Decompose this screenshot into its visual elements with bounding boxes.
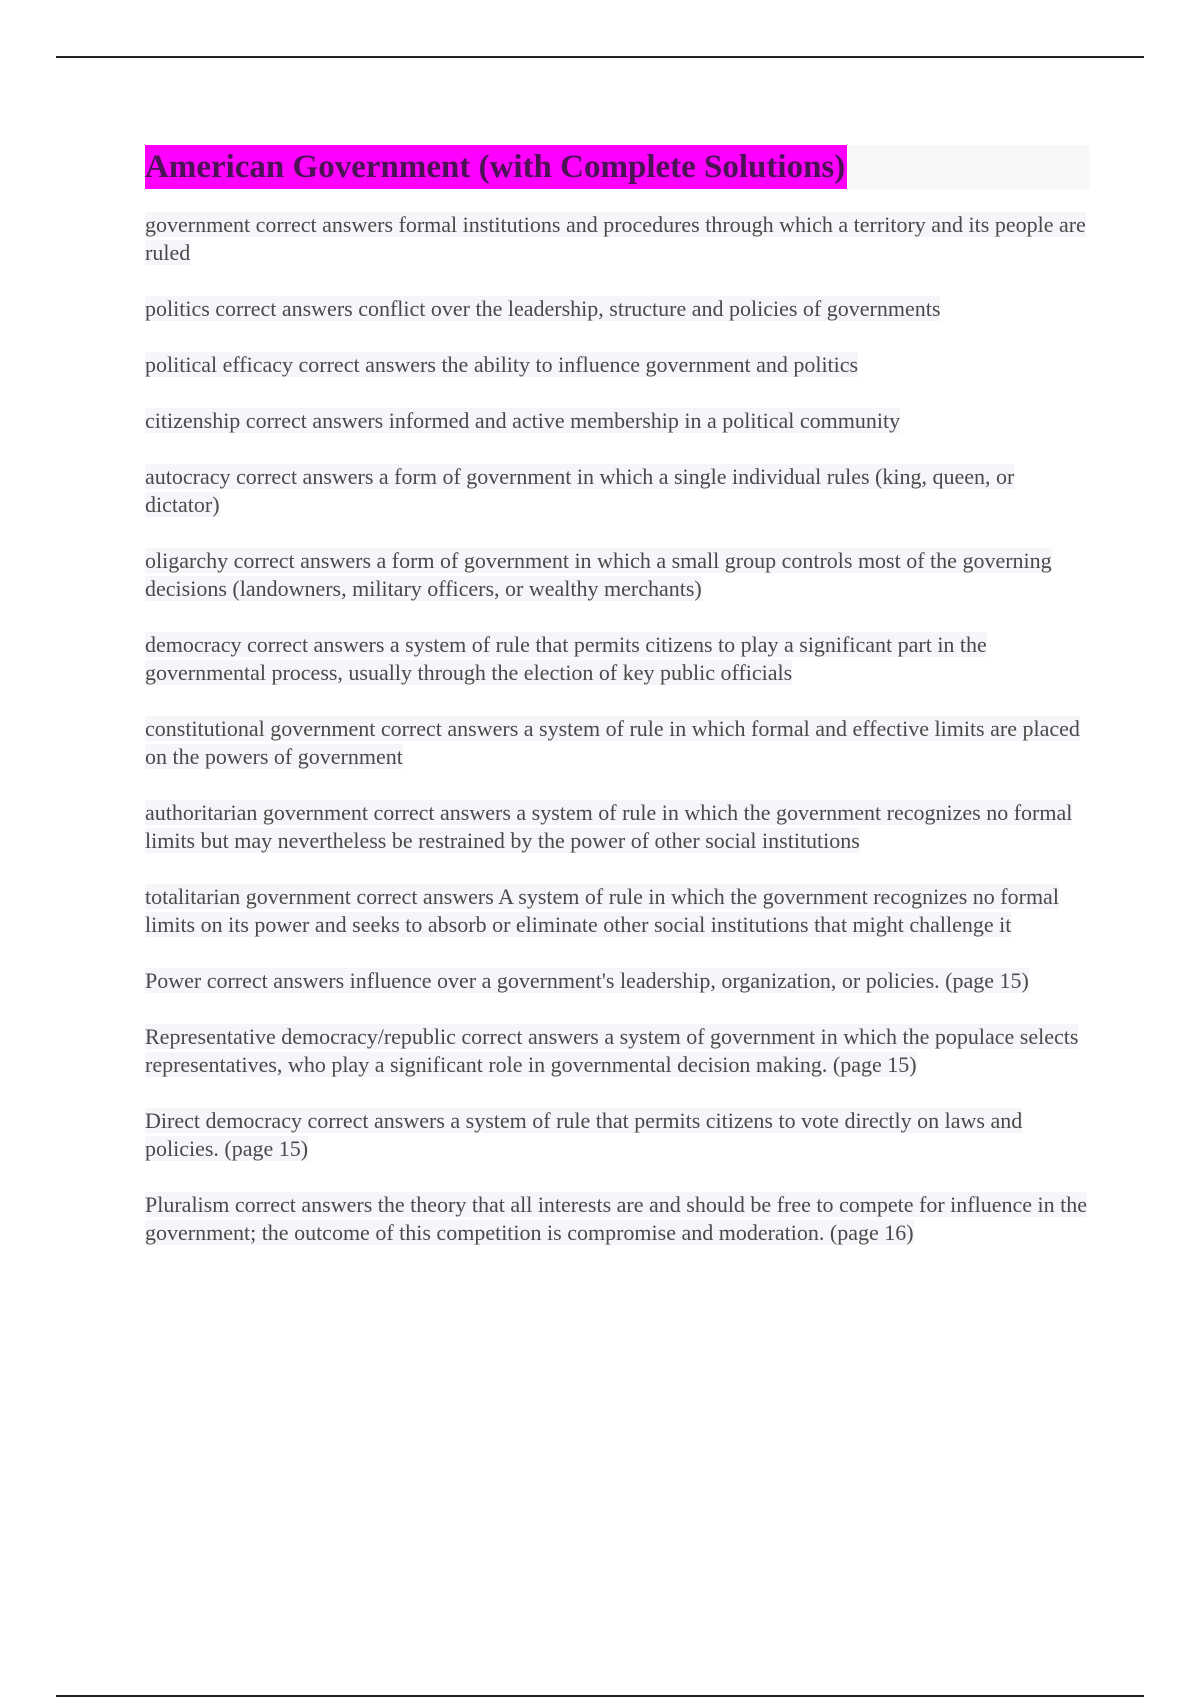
definition-text: Power correct answers influence over a government's leadership, organization, or policies. (page 15) [145,968,1029,993]
definition-item [145,1023,1090,1079]
definition-item [145,631,1090,687]
definition-item [145,211,1090,267]
definition-text: totalitarian government correct answers A system of rule in which the government recognizes no formal limits on its power and seeks to absorb or eliminate other social institutions that might challenge it [145,884,1059,937]
definition-item [145,967,1090,995]
definition-item [145,799,1090,855]
definition-item [145,883,1090,939]
definition-item [145,547,1090,603]
definition-text: government correct answers formal institutions and procedures through which a territory and its people are ruled [145,212,1086,265]
top-divider [56,56,1144,58]
definition-text: political efficacy correct answers the ability to influence government and politics [145,352,859,377]
bottom-divider [56,1695,1144,1697]
document-body [145,145,1090,1275]
document-title: American Government (with Complete Solutions) [145,145,847,189]
definition-text: Pluralism correct answers the theory that all interests are and should be free to compete for influence in the government; the outcome of this competition is compromise and moderation. (page 16) [145,1192,1087,1245]
definition-item [145,463,1090,519]
definition-item [145,407,1090,435]
definition-text: autocracy correct answers a form of government in which a single individual rules (king, queen, or dictator) [145,464,1015,517]
definition-text: Representative democracy/republic correct answers a system of government in which the populace selects representatives, who play a significant role in governmental decision making. (page 15) [145,1024,1079,1077]
title-bar [145,145,1090,189]
definition-list [145,211,1090,1247]
definition-item [145,351,1090,379]
definition-item [145,295,1090,323]
definition-item [145,1191,1090,1247]
definition-text: constitutional government correct answers a system of rule in which formal and effective limits are placed on the powers of government [145,716,1080,769]
definition-text: Direct democracy correct answers a system of rule that permits citizens to vote directly on laws and policies. (page 15) [145,1108,1023,1161]
definition-text: oligarchy correct answers a form of government in which a small group controls most of the governing decisions (landowners, military officers, or wealthy merchants) [145,548,1052,601]
definition-item [145,715,1090,771]
definition-text: democracy correct answers a system of rule that permits citizens to play a significant part in the governmental process, usually through the election of key public officials [145,632,987,685]
definition-text: authoritarian government correct answers a system of rule in which the government recognizes no formal limits but may nevertheless be restrained by the power of other social institutions [145,800,1073,853]
definition-text: politics correct answers conflict over the leadership, structure and policies of governments [145,296,941,321]
definition-item [145,1107,1090,1163]
definition-text: citizenship correct answers informed and active membership in a political community [145,408,901,433]
